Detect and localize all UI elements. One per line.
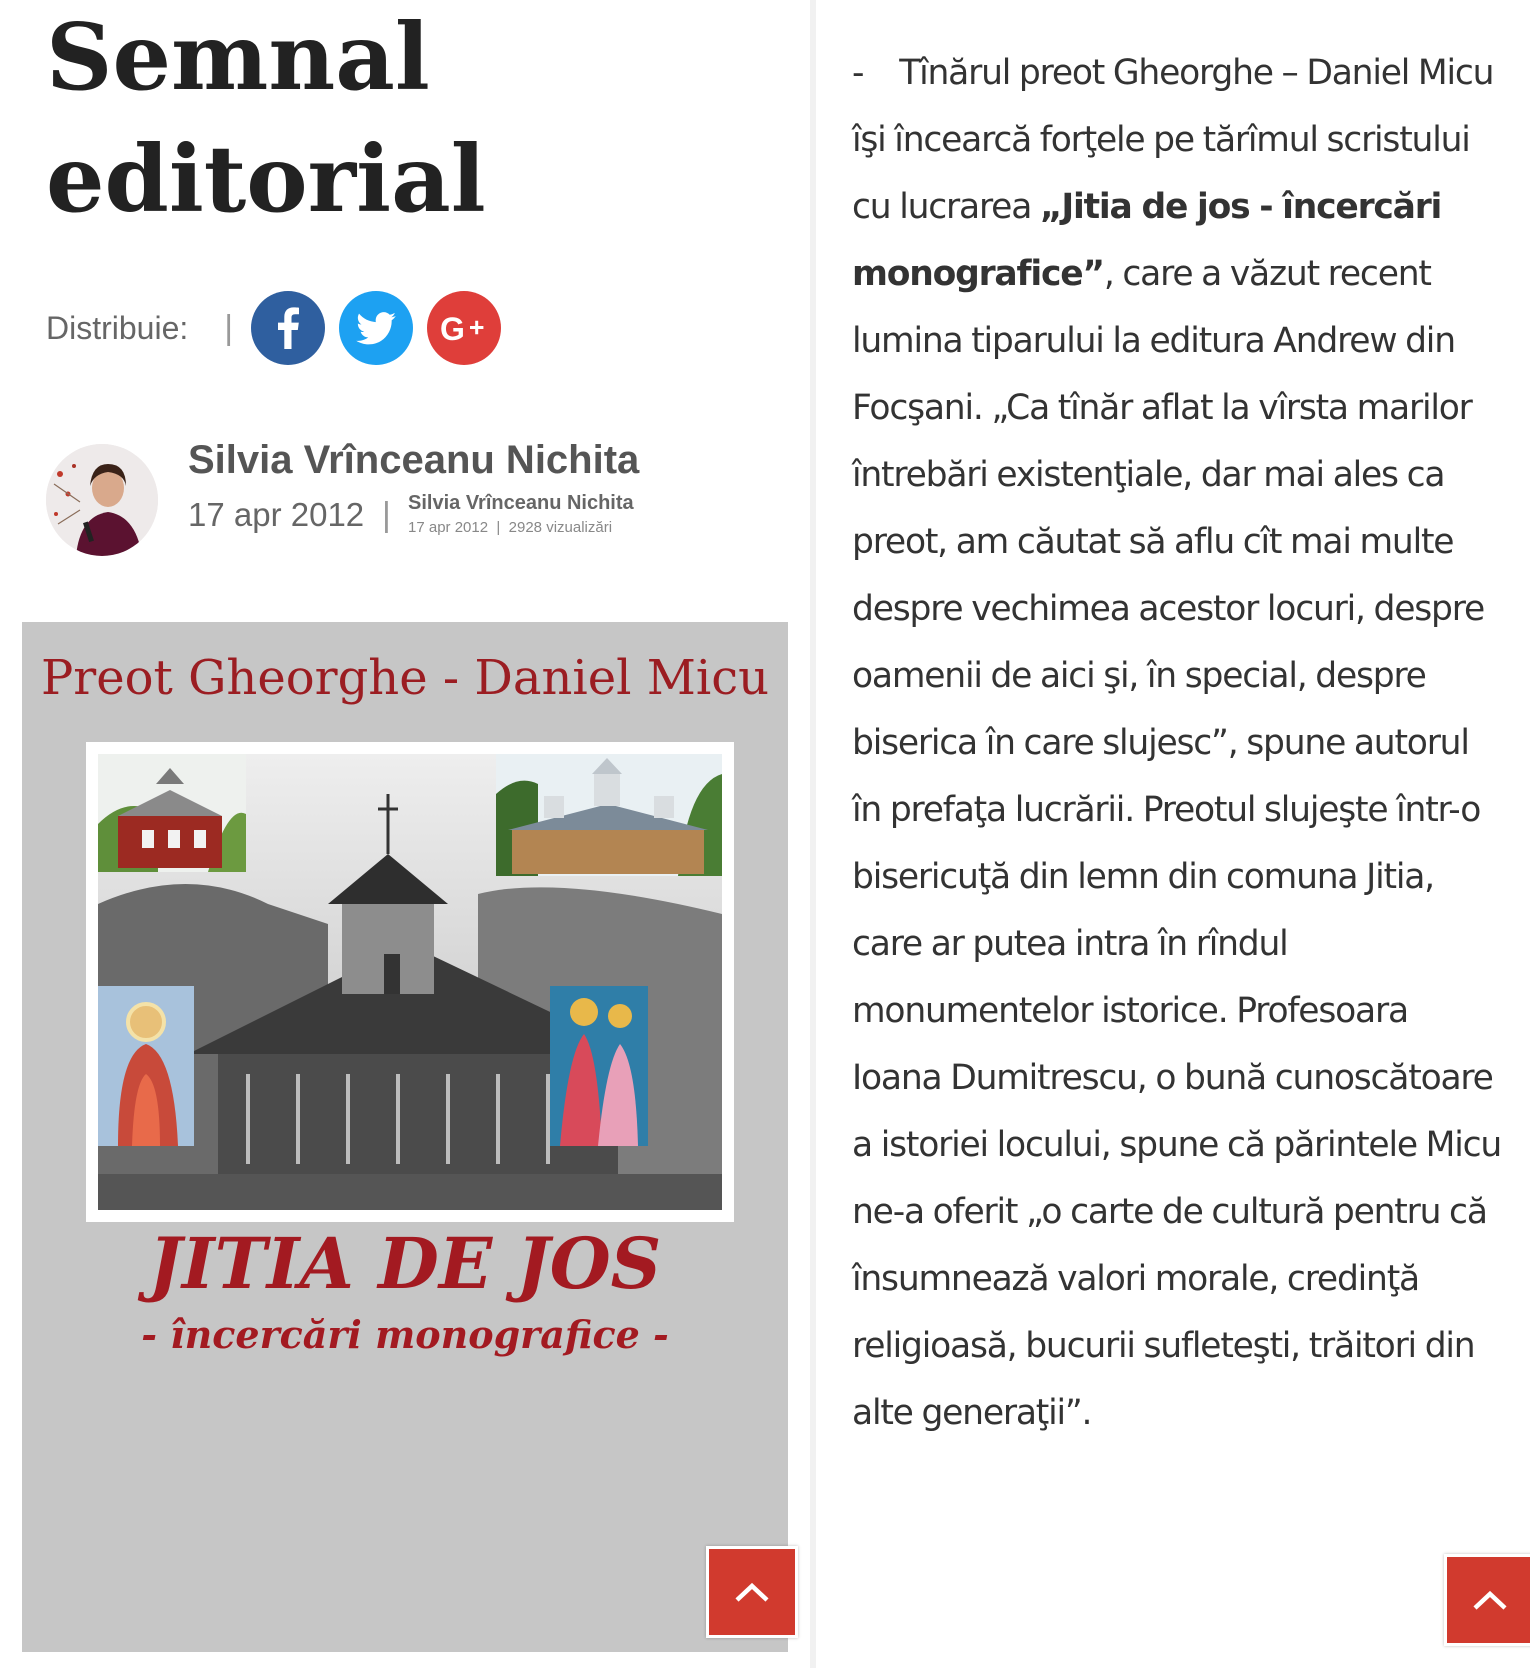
share-bar (46, 290, 515, 366)
author-avatar (46, 444, 158, 556)
google-plus-icon (440, 313, 488, 343)
share-label: Distribuie: (46, 309, 189, 346)
scroll-to-top-button-right[interactable] (1444, 1554, 1530, 1646)
facebook-icon (276, 307, 300, 349)
mini-meta: 17 apr 2012 | 2928 vizualizări (408, 519, 613, 536)
author-name[interactable]: Silvia Vrînceanu Nichita (188, 438, 640, 482)
mini-author-name: Silvia Vrînceanu Nichita (408, 492, 634, 514)
scroll-to-top-button[interactable] (706, 1546, 798, 1638)
facebook-share-button[interactable] (251, 291, 325, 365)
article-paragraph: - Tînărul preot Gheorghe – Daniel Micu îşi încearcă forţele pe tărîmul scristului cu lucrarea „Jitia de jos - încercări monografice”, care a văzut recent lumina tiparului la editura Andrew din Focşani. „Ca tînăr aflat la vîrsta marilor întrebări existenţiale, dar mai ales ca preot, am căutat să aflu cît mai multe despre vechimea acestor locuri, despre oamenii de aici şi, în special, despre biserica în care slujesc”, spune autorul în prefaţa lucrării. Preotul slujeşte într-o bisericuţă din lemn din comuna Jitia, care ar putea intra în rîndul monumentelor istorice. Profesoara Ioana Dumitrescu, o bună cunoscătoare a istoriei locului, spune că părintele Micu ne-a oferit „o carte de cultură pentru că însumnează valori morale, credinţă religioasă, bucurii sufleteşti, trăitori din alte generaţii”. (852, 53, 1502, 1433)
book-title-bold: „Jitia de jos - încercări monografice” (852, 187, 1442, 294)
chevron-up-icon (1472, 1589, 1508, 1611)
publish-date: 17 apr 2012 (188, 496, 365, 533)
share-separator: | (224, 308, 234, 347)
meta-separator: | (382, 496, 391, 534)
cover-author: Preot Gheorghe - Daniel Micu (40, 650, 770, 706)
cover-subtitle: - încercări monografice - (141, 1312, 669, 1357)
cover-title: JITIA DE JOS (148, 1222, 662, 1305)
twitter-share-button[interactable] (339, 291, 413, 365)
chevron-up-icon (734, 1581, 770, 1603)
meta-overlay (408, 492, 634, 536)
right-panel (816, 0, 1530, 1668)
google-plus-share-button[interactable] (427, 291, 501, 365)
twitter-icon (356, 312, 396, 345)
book-cover-image (22, 622, 788, 1652)
svg-text:G: G (440, 313, 465, 343)
cover-photo-frame (86, 742, 734, 1222)
page-title: Semnal editorial (46, 3, 486, 233)
church-photo-collage (98, 754, 722, 1210)
